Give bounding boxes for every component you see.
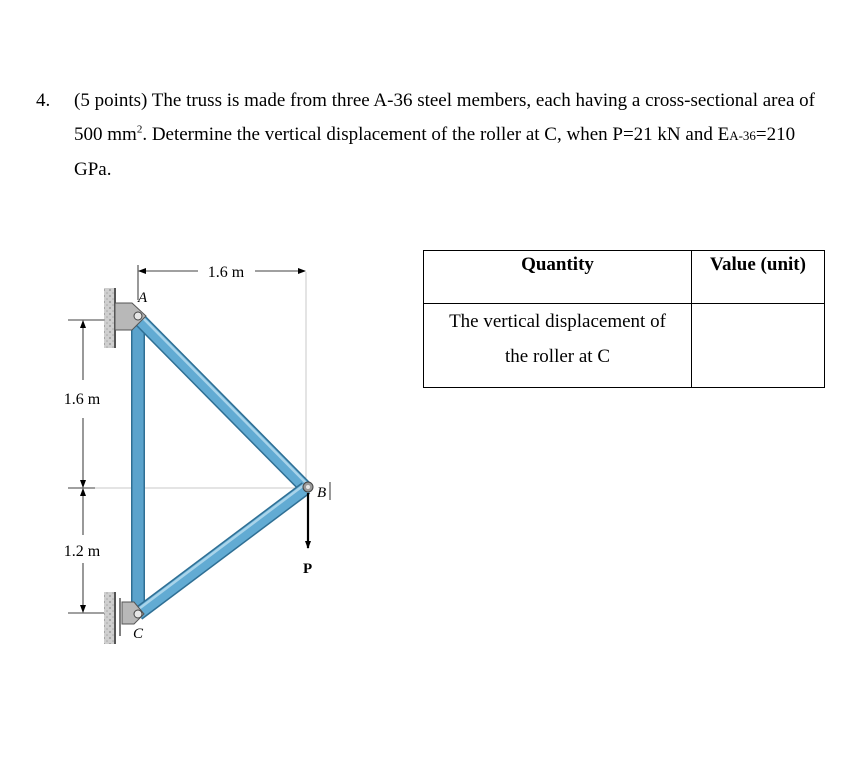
label-c: C bbox=[133, 626, 144, 642]
question-text-part-3: =210 GPa. bbox=[74, 124, 796, 180]
wall-support-c bbox=[104, 592, 115, 644]
question-points: (5 points) bbox=[74, 90, 148, 111]
area-unit-exponent: 2 bbox=[136, 123, 143, 136]
header-value: Value (unit) bbox=[692, 251, 825, 304]
member-ab bbox=[138, 318, 306, 488]
cell-quantity-line-1: The vertical displacement of bbox=[449, 311, 666, 332]
cell-quantity bbox=[424, 304, 692, 388]
wall-support-a bbox=[104, 288, 115, 348]
dim-top-label: 1.6 m bbox=[207, 264, 245, 281]
roller-c bbox=[134, 610, 142, 618]
modulus-subscript: A-36 bbox=[729, 128, 756, 143]
header-quantity: Quantity bbox=[424, 251, 692, 304]
label-a: A bbox=[138, 290, 148, 306]
pin-a bbox=[134, 312, 142, 320]
answer-table bbox=[423, 250, 825, 388]
member-ab-highlight bbox=[140, 315, 308, 485]
dim-left-upper-label: 1.6 m bbox=[63, 391, 101, 408]
pin-b-center bbox=[306, 485, 310, 489]
question-number: 4. bbox=[36, 90, 51, 111]
cell-value[interactable] bbox=[692, 304, 825, 388]
label-b: B bbox=[317, 485, 327, 501]
member-bc bbox=[138, 488, 306, 614]
dim-left-lower-label: 1.2 m bbox=[63, 543, 101, 560]
label-p: P bbox=[303, 561, 313, 577]
member-bc-highlight bbox=[136, 485, 304, 611]
answer-table-row bbox=[424, 304, 825, 388]
answer-table-header-row bbox=[424, 251, 825, 304]
question-text-part-1: The truss is made from three A-36 steel members, each having a cross-sectional area of 500 mm bbox=[74, 90, 815, 145]
cell-quantity-line-2: the roller at C bbox=[505, 346, 610, 367]
question-text-part-2: . Determine the vertical displacement of the roller at C, when P=21 kN and E bbox=[142, 124, 730, 145]
